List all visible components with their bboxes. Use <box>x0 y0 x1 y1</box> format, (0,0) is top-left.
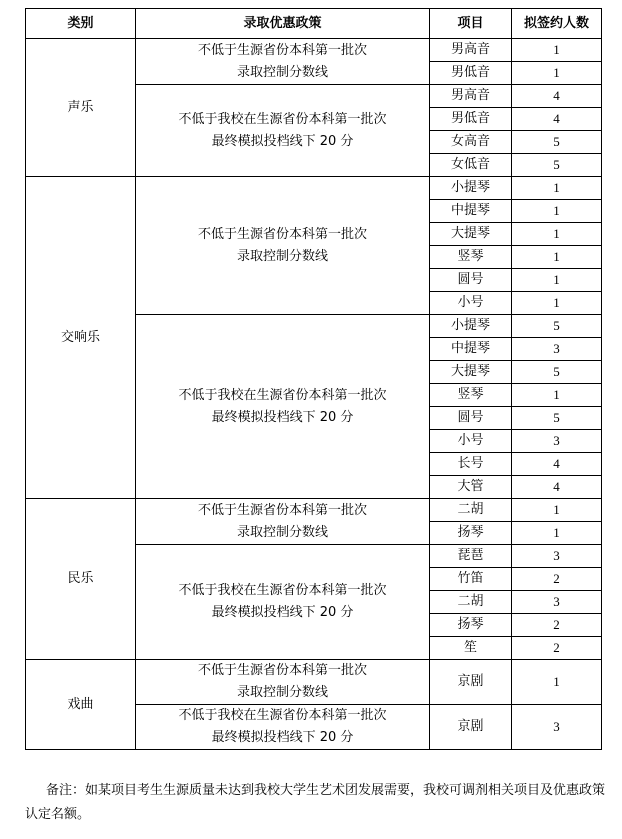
item-cell: 圆号 <box>430 407 512 430</box>
policy-line: 最终模拟投档线下 20 分 <box>211 409 354 425</box>
policy-line: 最终模拟投档线下 20 分 <box>211 605 354 620</box>
policy-cell <box>136 85 430 177</box>
item-cell: 男高音 <box>430 39 512 62</box>
count-cell: 1 <box>512 269 602 292</box>
item-cell: 二胡 <box>430 591 512 614</box>
count-cell: 1 <box>512 246 602 269</box>
policy-line: 不低于生源省份本科第一批次 <box>197 663 367 678</box>
count-cell: 3 <box>512 430 602 453</box>
count-cell: 3 <box>512 338 602 361</box>
table-row <box>26 660 602 705</box>
footnote: 备注：如某项目考生生源质量未达到我校大学生艺术团发展需要，我校可调剂相关项目及优惠政策认定名额。 <box>25 783 606 822</box>
item-cell: 扬琴 <box>430 614 512 637</box>
item-cell: 中提琴 <box>430 200 512 223</box>
policy-cell <box>136 499 430 545</box>
count-cell: 3 <box>512 591 602 614</box>
count-cell: 1 <box>512 62 602 85</box>
table-row <box>26 499 602 522</box>
header-item: 项目 <box>430 9 512 39</box>
policy-line: 不低于我校在生源省份本科第一批次 <box>178 708 387 723</box>
item-cell: 大提琴 <box>430 223 512 246</box>
policy-line: 不低于生源省份本科第一批次 <box>197 226 367 242</box>
policy-line: 不低于我校在生源省份本科第一批次 <box>178 111 387 127</box>
table-header-row <box>26 9 602 39</box>
item-cell: 大管 <box>430 476 512 499</box>
count-cell: 2 <box>512 637 602 660</box>
item-cell: 京剧 <box>430 660 512 705</box>
category-vocal: 声乐 <box>26 39 136 177</box>
item-cell: 女低音 <box>430 154 512 177</box>
count-cell: 5 <box>512 315 602 338</box>
count-cell: 1 <box>512 177 602 200</box>
item-cell: 小提琴 <box>430 315 512 338</box>
item-cell: 女高音 <box>430 131 512 154</box>
policy-cell <box>136 660 430 705</box>
policy-line: 不低于我校在生源省份本科第一批次 <box>178 583 387 598</box>
policy-line: 不低于生源省份本科第一批次 <box>197 42 367 58</box>
item-cell: 小号 <box>430 430 512 453</box>
header-policy: 录取优惠政策 <box>136 9 430 39</box>
count-cell: 4 <box>512 476 602 499</box>
policy-line: 不低于生源省份本科第一批次 <box>197 502 367 518</box>
category-folk: 民乐 <box>26 499 136 660</box>
count-cell: 1 <box>512 522 602 545</box>
count-cell: 1 <box>512 223 602 246</box>
policy-line: 录取控制分数线 <box>236 524 328 540</box>
count-cell: 4 <box>512 85 602 108</box>
policy-cell <box>136 39 430 85</box>
item-cell: 竹笛 <box>430 568 512 591</box>
count-cell: 5 <box>512 361 602 384</box>
count-cell: 2 <box>512 568 602 591</box>
category-opera: 戏曲 <box>26 660 136 750</box>
policy-line: 最终模拟投档线下 20 分 <box>211 133 354 149</box>
item-cell: 小号 <box>430 292 512 315</box>
count-cell: 3 <box>512 705 602 750</box>
item-cell: 小提琴 <box>430 177 512 200</box>
policy-line: 录取控制分数线 <box>236 64 328 80</box>
count-cell: 1 <box>512 39 602 62</box>
item-cell: 扬琴 <box>430 522 512 545</box>
item-cell: 琵琶 <box>430 545 512 568</box>
item-cell: 男高音 <box>430 85 512 108</box>
header-count: 拟签约人数 <box>512 9 602 39</box>
count-cell: 2 <box>512 614 602 637</box>
policy-cell <box>136 545 430 660</box>
policy-line: 录取控制分数线 <box>236 685 328 700</box>
item-cell: 二胡 <box>430 499 512 522</box>
item-cell: 大提琴 <box>430 361 512 384</box>
count-cell: 5 <box>512 407 602 430</box>
policy-line: 录取控制分数线 <box>236 248 328 264</box>
count-cell: 1 <box>512 499 602 522</box>
count-cell: 4 <box>512 108 602 131</box>
count-cell: 1 <box>512 660 602 705</box>
item-cell: 中提琴 <box>430 338 512 361</box>
item-cell: 京剧 <box>430 705 512 750</box>
policy-cell <box>136 705 430 750</box>
policy-cell <box>136 315 430 499</box>
table-row <box>26 177 602 200</box>
policy-line: 不低于我校在生源省份本科第一批次 <box>178 387 387 403</box>
admission-policy-table <box>25 8 602 750</box>
table-row <box>26 39 602 62</box>
policy-line: 最终模拟投档线下 20 分 <box>211 730 354 745</box>
count-cell: 4 <box>512 453 602 476</box>
item-cell: 圆号 <box>430 269 512 292</box>
item-cell: 男低音 <box>430 62 512 85</box>
category-symphony: 交响乐 <box>26 177 136 499</box>
item-cell: 竖琴 <box>430 384 512 407</box>
item-cell: 笙 <box>430 637 512 660</box>
count-cell: 1 <box>512 292 602 315</box>
count-cell: 1 <box>512 200 602 223</box>
count-cell: 1 <box>512 384 602 407</box>
item-cell: 竖琴 <box>430 246 512 269</box>
count-cell: 3 <box>512 545 602 568</box>
item-cell: 长号 <box>430 453 512 476</box>
item-cell: 男低音 <box>430 108 512 131</box>
header-category: 类别 <box>26 9 136 39</box>
policy-cell <box>136 177 430 315</box>
count-cell: 5 <box>512 154 602 177</box>
count-cell: 5 <box>512 131 602 154</box>
